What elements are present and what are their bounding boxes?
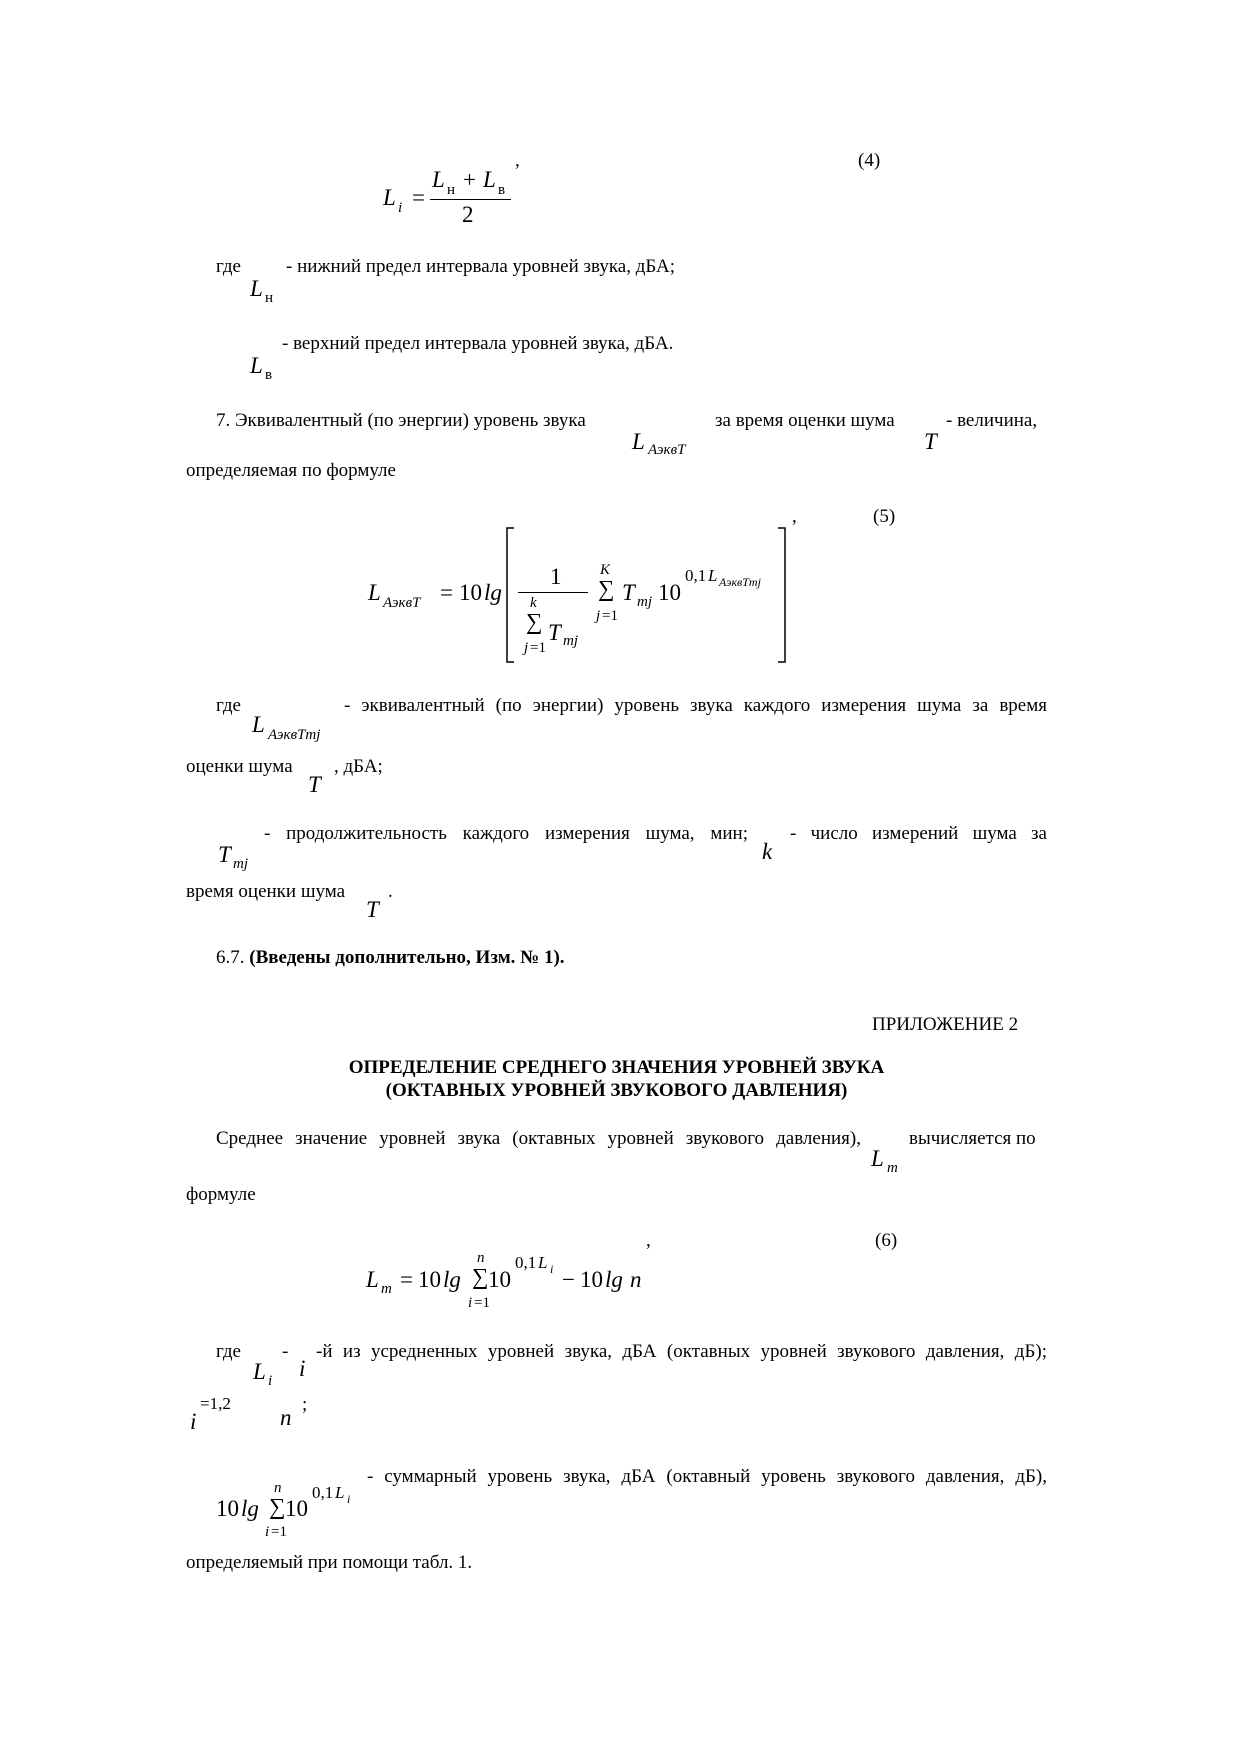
where2-symTmj: T: [218, 842, 231, 867]
sumterm-i-rest: =1: [271, 1524, 287, 1540]
sumterm-i: i: [265, 1524, 270, 1540]
where2-line4b: .: [388, 881, 393, 902]
where3-i2: i: [190, 1409, 197, 1434]
appendix-sym: L: [871, 1146, 884, 1171]
sumterm-sum: ∑: [269, 1494, 286, 1519]
where3-desc2: - суммарный уровень звука, дБА (октавный уровень звукового давления, дБ),: [367, 1466, 1047, 1487]
formula5-num-t-sub: mj: [637, 594, 652, 610]
formula6-ten3: 10: [580, 1267, 603, 1292]
where2-symT2: T: [366, 897, 379, 922]
where1-sym1-sub: н: [265, 290, 274, 306]
formula4-den: 2: [462, 202, 474, 227]
formula4-plus: +: [463, 167, 476, 192]
formula5-lhs-sub: АэквT: [383, 595, 421, 611]
formula5-lg: lg: [484, 580, 502, 605]
sumterm-ten2: 10: [285, 1496, 308, 1521]
sumterm-n: n: [274, 1480, 282, 1496]
where2-symTmj-sub: mj: [233, 856, 248, 872]
formula5-num-t: T: [622, 580, 635, 605]
formula6-i-bot: i: [468, 1295, 473, 1311]
formula5-exp-l: L: [708, 566, 718, 585]
appendix-para1b: вычисляется по: [909, 1128, 1036, 1149]
where3-desc: -й из усредненных уровней звука, дБА (октавных уровней звукового давления, дБ);: [316, 1341, 1047, 1362]
sumterm-exp-sub: i: [347, 1492, 351, 1506]
formula5-lhs: L: [368, 580, 381, 605]
where2-sym: L: [252, 712, 265, 737]
item7-part1: 7. Эквивалентный (по энергии) уровень звука: [216, 410, 586, 431]
formula6-i-rest: =1: [474, 1295, 490, 1311]
formula6-n: n: [630, 1267, 642, 1292]
formula6-sum: ∑: [472, 1264, 489, 1289]
formula5-den-sum: ∑: [526, 609, 543, 634]
formula6-minus: −: [562, 1267, 575, 1292]
where3-last: определяемый при помощи табл. 1.: [186, 1552, 473, 1573]
formula6-lg: lg: [443, 1267, 461, 1292]
formula5-eq: =: [440, 580, 453, 605]
formula5-comma: ,: [792, 506, 797, 527]
sumterm-exp: 0,1: [312, 1483, 334, 1502]
formula5-K-top: K: [600, 562, 611, 578]
note-number: 6.7.: [216, 947, 245, 968]
where3-word: где: [216, 1341, 241, 1362]
formula5-ten2: 10: [658, 580, 681, 605]
where3-range: =1,2: [200, 1394, 231, 1413]
formula6-exp: 0,1: [515, 1253, 537, 1272]
formula4-fraction-bar: [430, 199, 511, 200]
note-text: (Введены дополнительно, Изм. № 1).: [249, 947, 565, 968]
formula6-comma: ,: [646, 1230, 651, 1251]
where2-line2a: оценки шума: [186, 756, 293, 777]
where2-line2b: , дБА;: [334, 756, 383, 777]
item7-sym: L: [632, 429, 645, 454]
appendix-sym-sub: m: [887, 1160, 898, 1176]
formula6-ten: 10: [418, 1267, 441, 1292]
formula4-num-sub1: н: [447, 182, 456, 198]
amendment-note: [216, 947, 565, 969]
formula5-den-j-rest: =1: [530, 640, 546, 656]
formula6-lhs-sub: m: [381, 1281, 392, 1297]
where3-sym-sub: i: [268, 1373, 273, 1389]
appendix-title-line2: (ОКТАВНЫХ УРОВНЕЙ ЗВУКОВОГО ДАВЛЕНИЯ): [385, 1080, 848, 1101]
where2-line4a: время оценки шума: [186, 881, 346, 902]
formula6-ten2: 10: [488, 1267, 511, 1292]
where1-word: где: [216, 256, 241, 277]
appendix-label: ПРИЛОЖЕНИЕ 2: [872, 1014, 1019, 1035]
where3-dash: -: [282, 1341, 289, 1362]
formula5-j2-rest: =1: [602, 608, 618, 624]
formula4-eq: =: [412, 185, 425, 210]
where1-sym2-sub: в: [265, 367, 273, 383]
where3-n: n: [280, 1405, 292, 1430]
where2-desc4: - число измерений шума за: [790, 823, 1047, 844]
formula4-num-sub2: в: [498, 182, 506, 198]
formula4-lhs-sub: i: [398, 200, 403, 216]
formula5-exp-sub: АэквTmj: [719, 575, 761, 589]
where2-symT: T: [308, 772, 321, 797]
where3-sym: L: [253, 1359, 266, 1384]
where2-desc3: - продолжительность каждого измерения шума, мин;: [264, 823, 748, 844]
formula6-exp-sub: i: [550, 1262, 554, 1276]
formula5-right-bracket: [777, 527, 787, 663]
appendix-title-line1: ОПРЕДЕЛЕНИЕ СРЕДНЕГО ЗНАЧЕНИЯ УРОВНЕЙ ЗВУКА: [348, 1057, 885, 1078]
appendix-para1: Среднее значение уровней звука (октавных уровней звукового давления),: [216, 1128, 861, 1149]
formula5-den-j: j: [524, 640, 529, 656]
where2-symk: k: [762, 839, 773, 864]
formula5-ten: 10: [459, 580, 482, 605]
formula6-eq: =: [400, 1267, 413, 1292]
item7-line2: определяемая по формуле: [186, 460, 396, 481]
formula4-lhs: L: [383, 185, 396, 210]
formula6-n-top: n: [477, 1250, 485, 1266]
appendix-para1c: формуле: [186, 1184, 256, 1205]
formula5-main-sum: ∑: [598, 576, 615, 601]
sumterm-exp-l: L: [335, 1483, 345, 1502]
formula5-den-t: T: [548, 620, 561, 645]
formula5-number: (5): [873, 506, 896, 527]
item7-part3: - величина,: [946, 410, 1038, 431]
formula4-num-l2: L: [483, 167, 496, 192]
where3-i: i: [299, 1356, 306, 1381]
formula6-lg2: lg: [605, 1267, 623, 1292]
formula4-num-l1: L: [432, 167, 445, 192]
item7-part2: за время оценки шума: [715, 410, 895, 431]
sumterm-ten: 10: [216, 1496, 239, 1521]
formula6-exp-l: L: [538, 1253, 548, 1272]
where2-word: где: [216, 695, 241, 716]
formula5-den-t-sub: mj: [563, 633, 578, 649]
formula4-comma: ,: [515, 150, 520, 171]
item7-sym-sub: АэквT: [648, 442, 686, 458]
item7-symT: T: [924, 429, 937, 454]
where1-desc1: - нижний предел интервала уровней звука, дБА;: [286, 256, 676, 277]
formula5-left-bracket: [505, 527, 515, 663]
sumterm-lg: lg: [241, 1496, 259, 1521]
formula5-fraction-bar: [518, 592, 588, 593]
formula6-lhs: L: [366, 1267, 379, 1292]
where1-sym2: L: [250, 353, 263, 378]
formula4-number: (4): [858, 150, 881, 171]
formula5-one: 1: [550, 564, 562, 589]
where3-semi: ;: [302, 1394, 308, 1415]
where1-sym1: L: [250, 276, 263, 301]
where1-desc2: - верхний предел интервала уровней звука, дБА.: [282, 333, 674, 354]
where2-sym-sub: АэквTmj: [268, 727, 321, 743]
where2-desc: - эквивалентный (по энергии) уровень звука каждого измерения шума за время: [344, 695, 1047, 716]
formula5-k-top: k: [530, 595, 537, 611]
formula5-exp: 0,1: [685, 566, 707, 585]
formula5-j2: j: [596, 608, 601, 624]
formula6-number: (6): [875, 1230, 898, 1251]
